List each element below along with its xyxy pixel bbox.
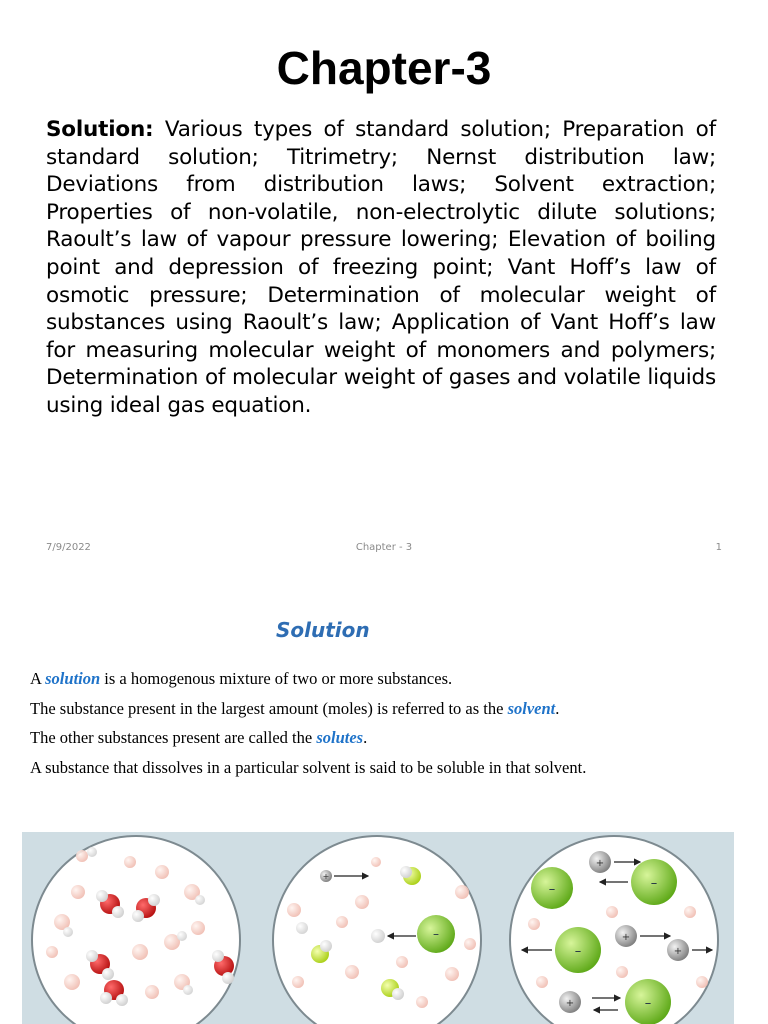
svg-text:–: –	[433, 927, 439, 941]
cation-icon	[320, 870, 332, 882]
chloride-ion-icon	[417, 915, 455, 953]
svg-text:+: +	[673, 946, 683, 957]
footer-page-number: 1	[715, 542, 722, 553]
svg-text:+: +	[621, 932, 631, 943]
term-solution: solution	[45, 669, 101, 688]
cation-icon	[615, 925, 637, 947]
svg-text:+: +	[595, 858, 605, 869]
footer-chapter: Chapter - 3	[355, 542, 413, 553]
chloride-ion-icon	[555, 927, 601, 973]
syllabus-paragraph	[46, 116, 716, 420]
slide-2-title: Solution	[276, 618, 370, 642]
slide-2	[0, 590, 768, 1024]
page-title: Chapter-3	[276, 42, 492, 94]
solution-figure-svg	[22, 832, 734, 1024]
svg-text:–: –	[650, 876, 658, 891]
definition-list	[30, 664, 750, 782]
cation-icon	[589, 851, 611, 873]
svg-text:–: –	[548, 882, 556, 897]
svg-text:–: –	[574, 944, 582, 959]
definition-soluble: A substance that dissolves in a particular solvent is said to be soluble in that solvent.	[30, 757, 587, 777]
syllabus-body: Various types of standard solution; Preparation of standard solution; Titrimetry; Nernst distribution law; Deviations from distribution laws; Solvent extraction; Properties of non-volatile, non-electrolytic dilute solutions; Raoult’s law of vapour pressure lowering; Elevation of boiling point and depression of freezing point; Vant Hoff’s law of osmotic pressure; Determination of molecular weight of substances using Raoult’s law; Application of Vant Hoff’s law for measuring molecular weight of monomers and polymers; Determination of molecular weight of gases and volatile liquids using ideal gas equation.	[46, 117, 716, 418]
footer-date: 7/9/2022	[46, 542, 91, 553]
chloride-ion-icon	[625, 979, 671, 1024]
solution-illustration	[22, 832, 734, 1024]
cation-icon	[667, 939, 689, 961]
syllabus-lead: Solution:	[46, 117, 154, 142]
chloride-ion-icon	[631, 859, 677, 905]
cation-icon	[559, 991, 581, 1013]
definition-solution: A solution is a homogenous mixture of two or more substances.	[30, 669, 453, 688]
svg-text:+: +	[565, 998, 575, 1009]
term-solutes: solutes	[316, 728, 364, 747]
definition-solutes: The other substances present are called the solutes.	[30, 728, 368, 747]
definition-solvent: The substance present in the largest amount (moles) is referred to as the solvent.	[30, 698, 560, 718]
chloride-ion-icon	[531, 867, 573, 909]
svg-text:–: –	[644, 996, 652, 1011]
term-solvent: solvent	[507, 698, 556, 718]
svg-text:+: +	[322, 872, 330, 881]
